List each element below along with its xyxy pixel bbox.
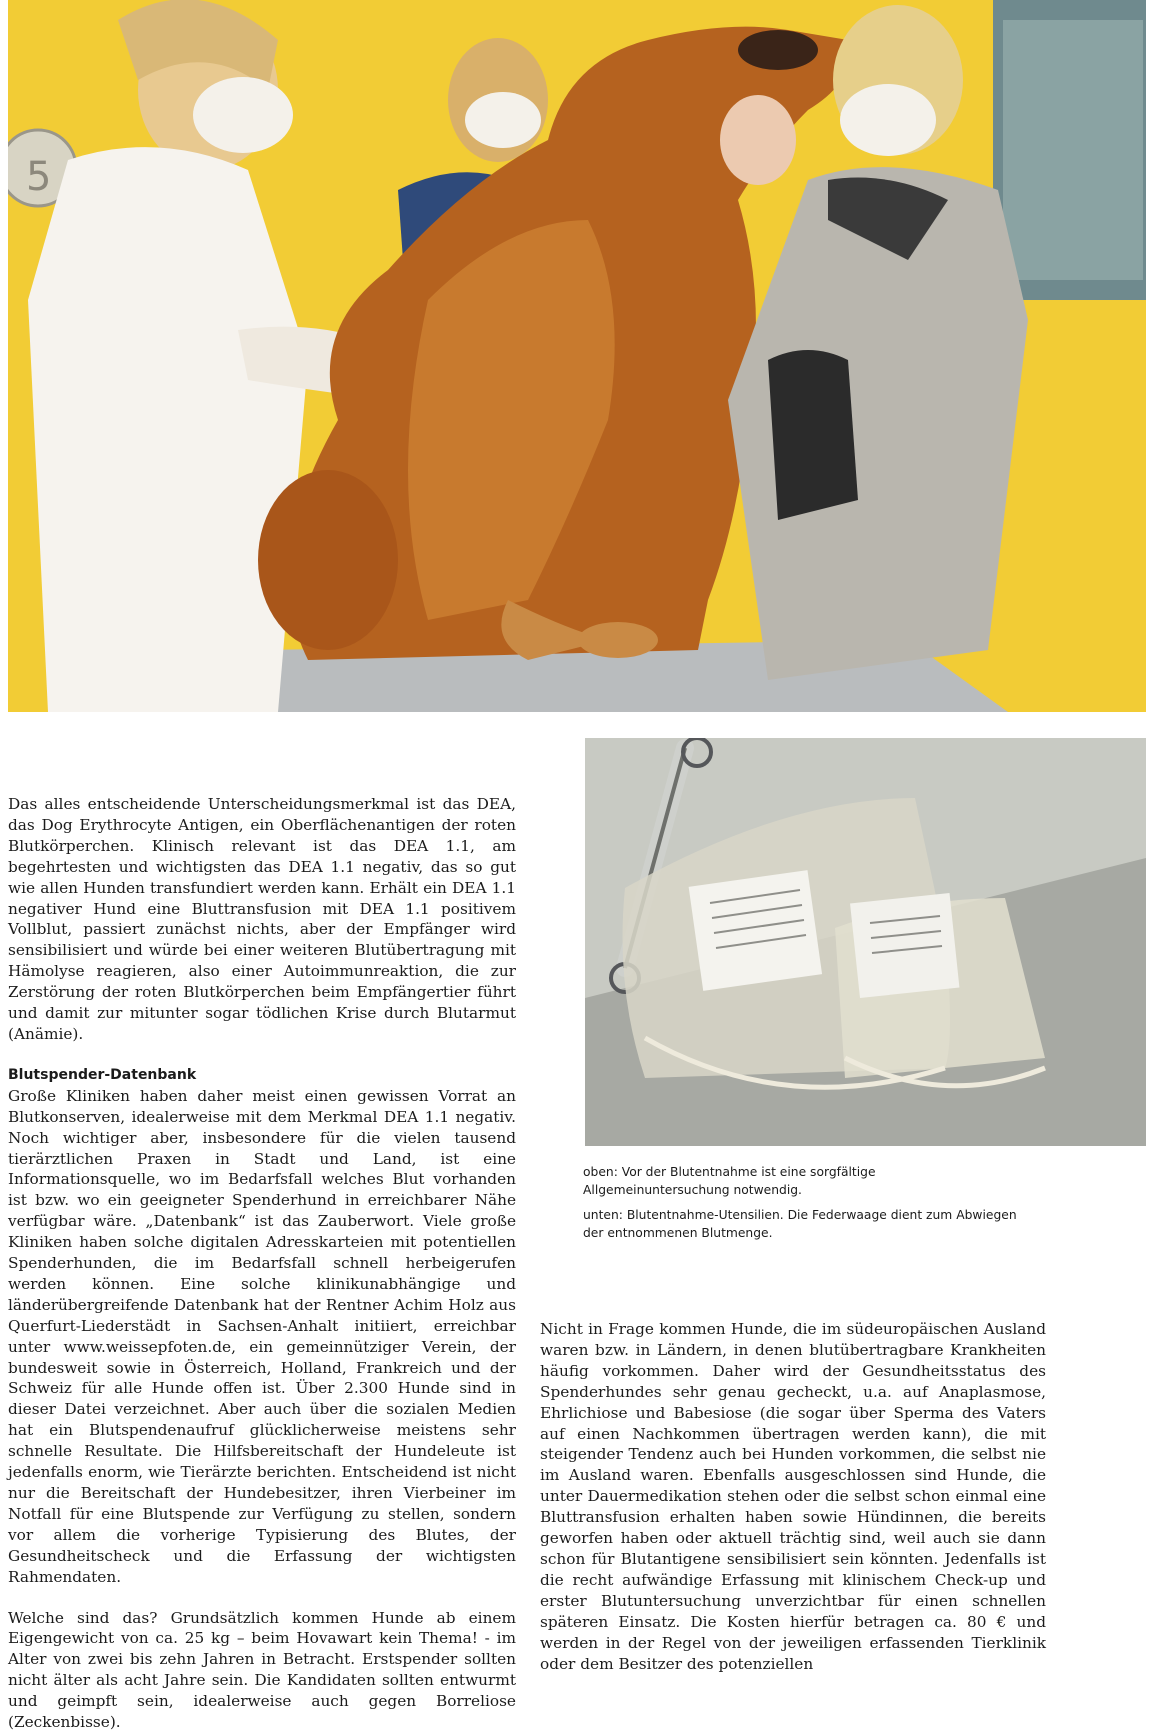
dog-examination-photo [8,0,1146,712]
article-body-paragraph-3: Nicht in Frage kommen Hunde, die im südeuropäischen Ausland waren bzw. in Ländern, in denen blutübertragbare Krankheiten häufig vorkommen. Daher wird der Gesundheitsstatus des Spenderhundes sehr genau gecheckt, u.a. auf Anaplasmose, Ehrlichiose und Babesiose (die sogar über Sperma des Vaters auf einen Nachkommen übertragen werden kann), die mit steigender Tendenz auch bei Hunden vorkommen, die selbst nie im Ausland waren. Ebenfalls ausgeschlossen sind Hunde, die unter Dauermedikation stehen oder die selbst schon einmal eine Bluttransfusion erhalten haben sowie Hündinnen, die bereits geworfen haben oder aktuell trächtig sind, weil auch sie dann schon für Blutantigene sensibilisiert sein könnten. Jedenfalls ist die recht aufwändige Erfassung mit klinischem Check-up und erster Blutuntersuchung unverzichtbar für einen schnellen späteren Einsatz. Die Kosten hierfür betragen ca. 80 € und werden in der Regel von der jeweiligen erfassenden Tierklinik oder dem Besitzer des potenziellen [540,1320,1046,1673]
article-body-paragraph: Große Kliniken haben daher meist einen gewissen Vorrat an Blutkonserven, idealerweise mit dem Merkmal DEA 1.1 negativ. Noch wichtiger aber, insbesondere für die vielen tausend tierärztlichen Praxen in Stadt und Land, ist eine Informationsquelle, wo im Bedarfsfall welches Blut vorhanden ist bzw. wo ein geeigneter Spenderhund in erreichbarer Nähe verfügbar wäre. „Datenbank“ ist das Zauberwort. Viele große Kliniken haben solche digitalen Adresskarteien mit potentiellen Spenderhunden, die im Bedarfsfall schnell herbeigerufen werden können. Eine solche klinikunabhängige und länderübergreifende Datenbank hat der Rentner Achim Holz aus Querfurt-Liederstädt in Sachsen-Anhalt initiiert, erreichbar unter www.weissepfoten.de, ein gemeinnütziger Verein, der bundesweit sowie in Österreich, Holland, Frankreich und der Schweiz für alle Hunde offen ist. Über 2.300 Hunde sind in dieser Datei verzeichnet. Aber auch über die sozialen Medien hat ein Blutspendenaufruf glücklicherweise meistens sehr schnelle Resultate. Die Hilfsbereitschaft der Hundeleute ist jedenfalls enorm, wie Tierärzte berichten. Entscheidend ist nicht nur die Bereitschaft der Hundebesitzer, ihren Vierbeiner im Notfall für eine Blutspende zur Verfügung zu stellen, sondern vor allem die vorherige Typisierung des Blutes, der Gesundheitscheck und die Erfassung der wichtigsten Rahmendaten. [8,1086,516,1586]
caption-top: oben: Vor der Blutentnahme ist eine sorgfältige Allgemeinuntersuchung notwendig. [583,1165,876,1197]
article-intro-paragraph: Das alles entscheidende Unterscheidungsmerkmal ist das DEA, das Dog Erythrocyte Antigen, ein Oberflächenantigen der roten Blutkörperchen. Klinisch relevant ist das DEA 1.1, am begehrtesten und wichtigsten das DEA 1.1 negativ, das so gut wie allen Hunden transfundiert werden kann. Erhält ein DEA 1.1 negativer Hund eine Bluttransfusion mit DEA 1.1 positivem Vollblut, passiert zunächst nichts, aber der Empfänger wird sensibilisiert und würde bei einer weiteren Blutübertragung mit Hämolyse reagieren, also einer Autoimmunreaktion, die zur Zerstörung der roten Blutkörperchen beim Empfängertier führt und damit zur mitunter sogar tödlichen Krise durch Blutarmut (Anämie). [8,795,516,1043]
article-body-paragraph-2: Welche sind das? Grundsätzlich kommen Hunde ab einem Eigengewicht von ca. 25 kg – beim Hovawart kein Thema! - im Alter von zwei bis zehn Jahren in Betracht. Erstspender sollten nicht älter als acht Jahre sein. Die Kandidaten sollten entwurmt und geimpft sein, idealerweise auch gegen Borreliose (Zeckenbisse). [8,1608,516,1732]
svg-text:5: 5 [26,154,52,200]
blood-bag-scale-photo [585,738,1146,1146]
photo-captions [583,1164,1023,1250]
section-heading: Blutspender-Datenbank [8,1066,197,1083]
article-left-column [8,794,516,1733]
caption-bottom: unten: Blutentnahme-Utensilien. Die Federwaage dient zum Abwiegen der entnommenen Blutmenge. [583,1208,1017,1240]
article-right-column [540,1319,1046,1674]
